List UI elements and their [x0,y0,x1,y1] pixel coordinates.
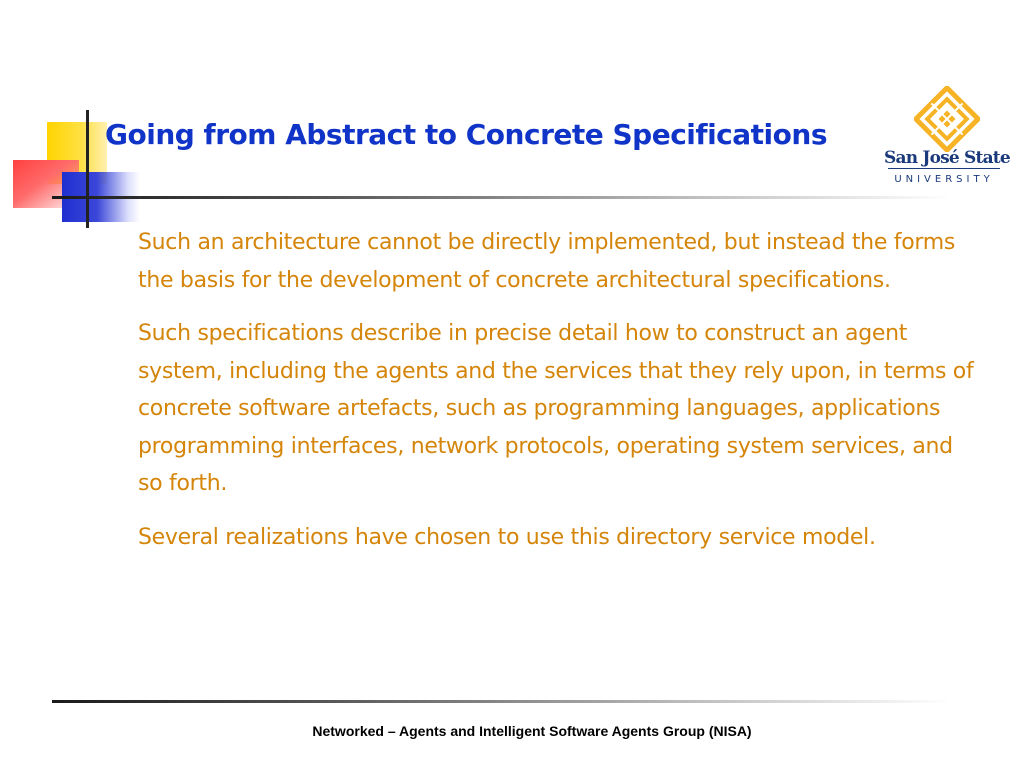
body-paragraph-3: Several realizations have chosen to use this directory service model. [138,524,876,550]
logo-subtitle: UNIVERSITY [894,174,994,185]
slide-footer: Networked – Agents and Intelligent Software Agents Group (NISA) [312,723,752,739]
sjsu-diamond-icon [914,86,980,152]
slide-body [138,224,978,572]
logo-name: San José State [884,148,1010,168]
title-divider [52,196,952,199]
slide-title: Going from Abstract to Concrete Specifications [105,118,827,151]
body-paragraph-1: Such an architecture cannot be directly implemented, but instead the forms the basis for the development of concrete architectural specifications. [138,230,956,293]
body-paragraph-2: Such specifications describe in precise detail how to construct an agent system, including the agents and the services that they rely upon, in terms of concrete software artefacts, such as programming languages, applications programming interfaces, network protocols, operating system services, and so forth. [138,321,974,496]
decorative-vertical-line [86,110,89,228]
university-logo [884,86,1010,190]
footer-divider [52,700,952,703]
logo-rule [888,168,1000,169]
